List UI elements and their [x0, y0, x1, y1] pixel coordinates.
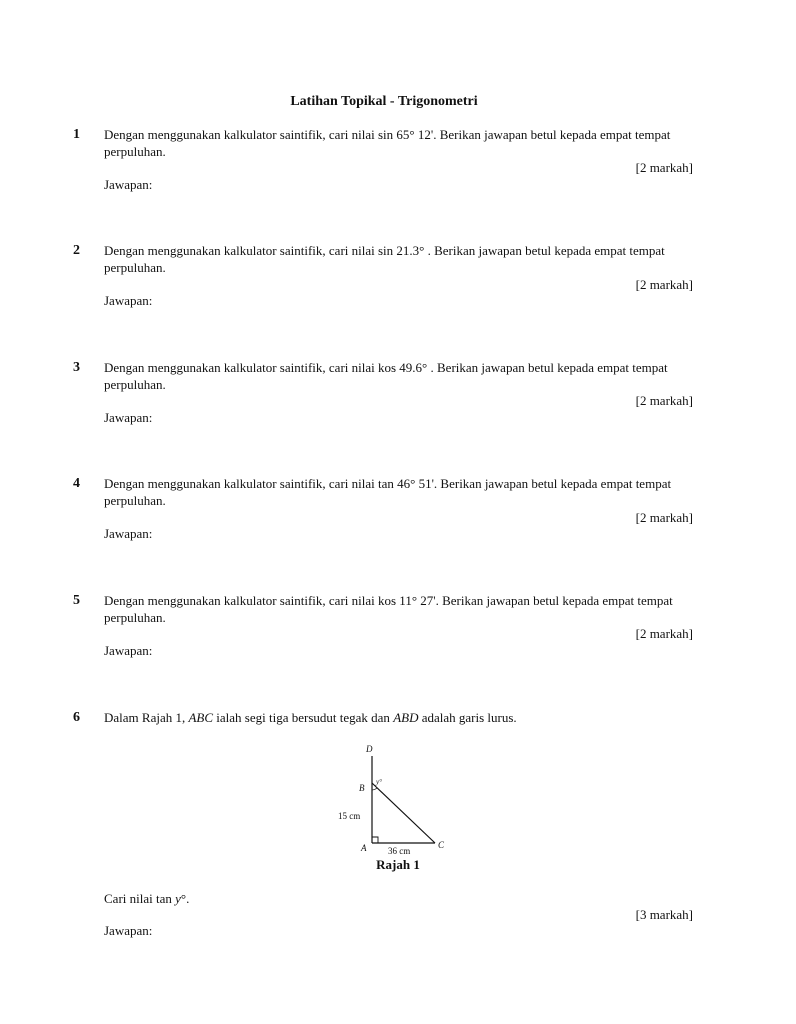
question-text: Dengan menggunakan kalkulator saintifik, cari nilai sin 65° 12'. Berikan jawapan betul kepada empat tempat perpuluhan. [104, 127, 671, 159]
line-bc [372, 783, 435, 843]
question-text: Dengan menggunakan kalkulator saintifik, cari nilai sin 21.3° . Berikan jawapan betul kepada empat tempat perpuluhan. [104, 243, 665, 275]
marks-label: [2 markah] [635, 393, 693, 408]
question-text: Dengan menggunakan kalkulator saintifik, cari nilai kos 11° 27'. Berikan jawapan betul kepada empat tempat perpuluhan. [104, 593, 673, 625]
marks-label: [3 markah] [635, 907, 693, 922]
question-number: 4 [73, 476, 80, 491]
triangle-diagram [330, 740, 530, 856]
side-ac-label: 36 cm [388, 846, 411, 856]
marks-label: [2 markah] [635, 510, 693, 525]
answer-label: Jawapan: [104, 526, 153, 541]
question-6-ask: Cari nilai tan y°. [104, 891, 190, 906]
question-number: 3 [73, 360, 80, 375]
marks-label: [2 markah] [635, 626, 693, 641]
question-number: 1 [73, 127, 80, 142]
figure-caption: Rajah 1 [376, 857, 420, 872]
answer-label: Jawapan: [104, 923, 153, 938]
angle-arc [372, 788, 377, 790]
label-d: D [366, 744, 373, 754]
answer-label: Jawapan: [104, 293, 153, 308]
answer-label: Jawapan: [104, 177, 153, 192]
question-number: 2 [73, 243, 80, 258]
right-angle-marker [372, 837, 378, 843]
label-b: B [359, 783, 365, 793]
question-text: Dengan menggunakan kalkulator saintifik, cari nilai tan 46° 51'. Berikan jawapan betul kepada empat tempat perpuluhan. [104, 476, 672, 508]
question-number: 5 [73, 593, 80, 608]
angle-y-label: y° [376, 778, 382, 786]
question-text: Dalam Rajah 1, ABC ialah segi tiga bersudut tegak dan ABD adalah garis lurus. [104, 710, 517, 725]
side-ab-label: 15 cm [338, 811, 361, 821]
question-text: Dengan menggunakan kalkulator saintifik, cari nilai kos 49.6° . Berikan jawapan betul kepada empat tempat perpuluhan. [104, 360, 668, 392]
label-a: A [361, 843, 367, 853]
answer-label: Jawapan: [104, 643, 153, 658]
marks-label: [2 markah] [635, 277, 693, 292]
question-number: 6 [73, 710, 80, 725]
answer-label: Jawapan: [104, 410, 153, 425]
label-c: C [438, 840, 445, 850]
marks-label: [2 markah] [635, 160, 693, 175]
page-title: Latihan Topikal - Trigonometri [290, 94, 478, 109]
